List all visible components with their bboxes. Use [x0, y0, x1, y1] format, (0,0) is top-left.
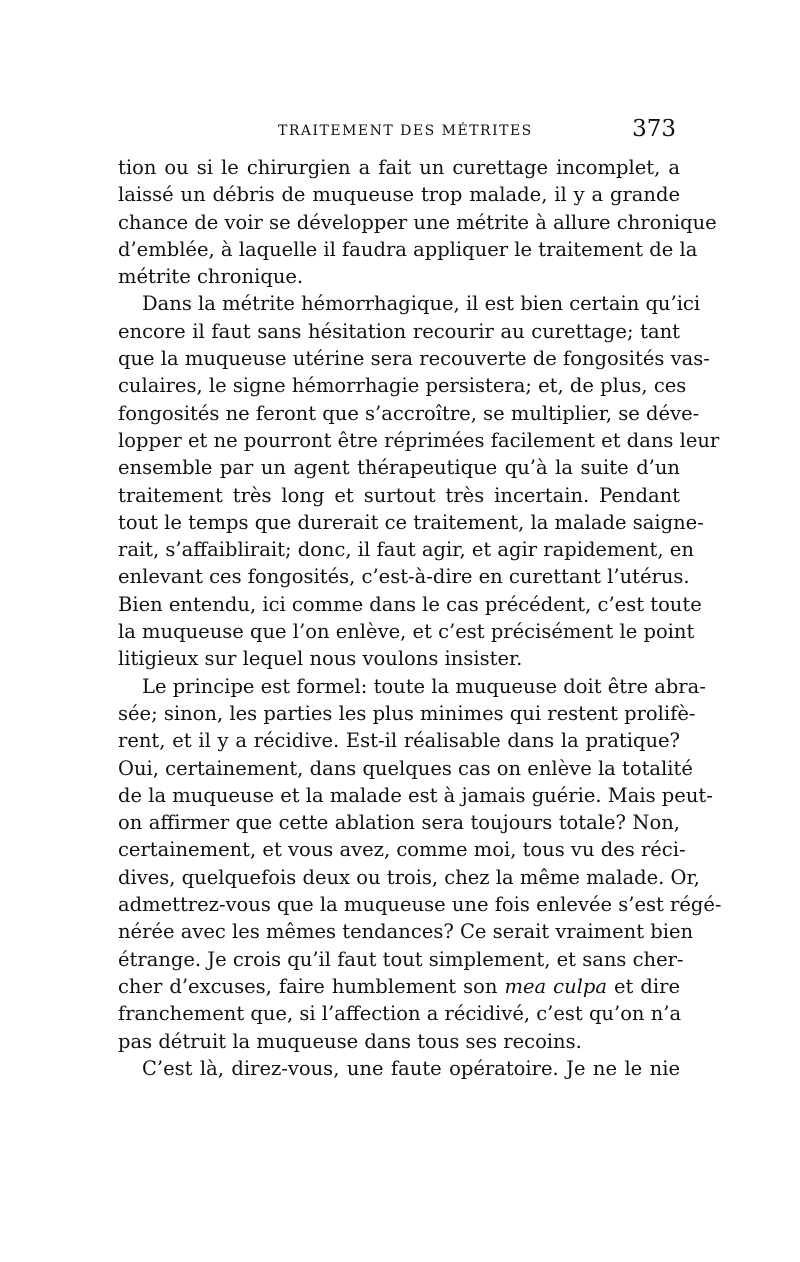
text-line: dives, quelquefois deux ou trois, chez la même malade. Or, — [118, 865, 700, 889]
text-line: rent, et il y a récidive. Est-il réalisable dans la pratique? — [118, 729, 680, 753]
text-line: tion ou si le chirurgien a fait un curettage incomplet, a — [118, 156, 680, 179]
running-title: TRAITEMENT DES MÉTRITES — [278, 123, 533, 139]
text-line: fongosités ne feront que s’accroître, se multiplier, se déve- — [118, 401, 700, 425]
text-line: chance de voir se développer une métrite à allure chronique — [118, 210, 717, 234]
text-line: certainement, et vous avez, comme moi, tous vu des réci- — [118, 838, 686, 862]
text-line: litigieux sur lequel nous voulons insister. — [118, 647, 523, 671]
text-line: encore il faut sans hésitation recourir au curettage; tant — [118, 319, 680, 343]
text-line: Bien entendu, ici comme dans le cas précédent, c’est toute — [118, 592, 702, 616]
page-number: 373 — [632, 116, 676, 142]
text-line: nérée avec les mêmes tendances? Ce serait vraiment bien — [118, 920, 694, 944]
text-line: laissé un débris de muqueuse trop malade, il y a grande — [118, 183, 680, 207]
text-line: la muqueuse que l’on enlève, et c’est précisément le point — [118, 620, 695, 644]
text-line: pas détruit la muqueuse dans tous ses recoins. — [118, 1029, 582, 1053]
italic-phrase: mea culpa — [504, 974, 607, 998]
text-line: Dans la métrite hémorrhagique, il est bien certain qu’ici — [142, 292, 701, 316]
text-line: franchement que, si l’affection a récidivé, c’est qu’on n’a — [118, 1002, 682, 1026]
text-line: de la muqueuse et la malade est à jamais guérie. Mais peut- — [118, 783, 713, 807]
text-line: enlevant ces fongosités, c’est-à-dire en curettant l’utérus. — [118, 565, 690, 589]
text-line: admettrez-vous que la muqueuse une fois enlevée s’est régé- — [118, 893, 722, 917]
text-segment: et dire — [606, 974, 680, 998]
text-line: rait, s’affaiblirait; donc, il faut agir, et agir rapidement, en — [118, 538, 694, 562]
text-line: culaires, le signe hémorrhagie persistera; et, de plus, ces — [118, 374, 687, 398]
text-line: d’emblée, à laquelle il faudra appliquer le traitement de la — [118, 237, 698, 261]
body-text — [118, 154, 722, 1082]
text-line: Le principe est formel: toute la muqueuse doit être abra- — [142, 674, 706, 698]
text-line: que la muqueuse utérine sera recouverte de fongosités vas- — [118, 347, 710, 371]
text-line: tout le temps que durerait ce traitement, la malade saigne- — [118, 510, 704, 534]
text-segment: cher d’excuses, faire humblement son — [118, 974, 505, 998]
text-line: traitement très long et surtout très incertain. Pendant — [118, 483, 680, 507]
text-line: sée; sinon, les parties les plus minimes qui restent prolifè- — [118, 701, 696, 725]
text-line: C’est là, direz-vous, une faute opératoire. Je ne le nie — [142, 1056, 680, 1080]
text-line: ensemble par un agent thérapeutique qu’à la suite d’un — [118, 456, 680, 480]
text-line-with-italic — [118, 973, 680, 1000]
text-line: lopper et ne pourront être réprimées facilement et dans leur — [118, 428, 720, 452]
running-header — [118, 116, 678, 146]
text-line: on affirmer que cette ablation sera toujours totale? Non, — [118, 811, 680, 835]
text-line: étrange. Je crois qu’il faut tout simplement, et sans cher- — [118, 947, 684, 971]
text-line: Oui, certainement, dans quelques cas on enlève la totalité — [118, 756, 693, 780]
text-line: métrite chronique. — [118, 265, 304, 289]
